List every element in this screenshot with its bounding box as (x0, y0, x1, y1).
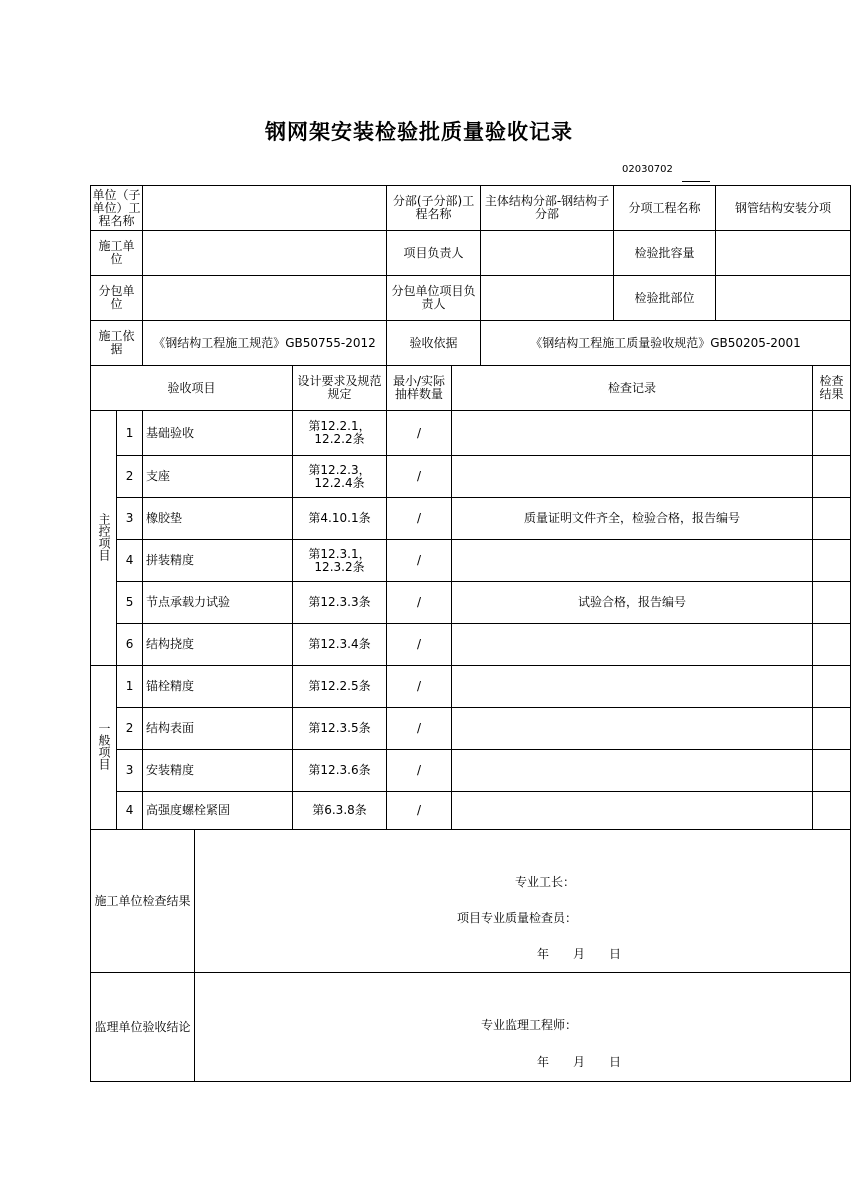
table-row (91, 624, 851, 666)
row-clause: 第12.3.6条 (293, 750, 387, 792)
general-group-label (91, 666, 117, 830)
row-sample[interactable]: / (387, 708, 452, 750)
capacity-label: 检验批容量 (614, 231, 716, 276)
foreman-label: 专业工长： (515, 875, 576, 889)
row-clause: 第12.2.1，12.2.2条 (293, 411, 387, 456)
row-sample[interactable]: / (387, 624, 452, 666)
page-title: 钢网架安装检验批质量验收记录 (265, 119, 573, 144)
basis-value[interactable]: 《钢结构工程施工规范》GB50755-2012 (143, 321, 387, 366)
row-sample[interactable]: / (387, 582, 452, 624)
row-sample[interactable]: / (387, 666, 452, 708)
table-row (91, 750, 851, 792)
row-item-name: 高强度螺栓紧固 (143, 792, 293, 830)
row-record[interactable] (452, 540, 813, 582)
table-row (91, 708, 851, 750)
col-sample: 最小/实际抽样数量 (387, 366, 452, 411)
row-item-name: 结构表面 (143, 708, 293, 750)
row-number: 2 (117, 708, 143, 750)
contractor-value[interactable] (143, 231, 387, 276)
contractor-check-area[interactable] (195, 830, 851, 973)
group-label-text: 主控项目 (97, 512, 111, 561)
item-value[interactable]: 钢管结构安装分项 (716, 186, 851, 231)
row-item-name: 锚栓精度 (143, 666, 293, 708)
inspection-table (90, 185, 851, 1082)
row-record[interactable] (452, 411, 813, 456)
general-items (91, 666, 851, 830)
row-clause: 第6.3.8条 (293, 792, 387, 830)
row-record[interactable] (452, 624, 813, 666)
location-value[interactable] (716, 276, 851, 321)
row-sample[interactable]: / (387, 792, 452, 830)
sub-label: 分包单位 (91, 276, 143, 321)
row-sample[interactable]: / (387, 456, 452, 498)
row-record[interactable] (452, 792, 813, 830)
row-clause: 第12.3.4条 (293, 624, 387, 666)
row-result[interactable] (813, 540, 851, 582)
row-item-name: 安装精度 (143, 750, 293, 792)
col-result: 检查结果 (813, 366, 851, 411)
row-result[interactable] (813, 456, 851, 498)
group-label-text: 一般项目 (97, 722, 111, 770)
supervisor-check-label: 监理单位验收结论 (91, 973, 195, 1082)
row-number: 4 (117, 792, 143, 830)
row-number: 2 (117, 456, 143, 498)
table-row (91, 498, 851, 540)
row-result[interactable] (813, 582, 851, 624)
item-label: 分项工程名称 (614, 186, 716, 231)
inspector-label: 项目专业质量检查员： (457, 911, 578, 925)
doc-number: 02030702 (622, 164, 673, 175)
sub-value[interactable] (143, 276, 387, 321)
row-sample[interactable]: / (387, 750, 452, 792)
pm-value[interactable] (481, 231, 614, 276)
row-number: 1 (117, 411, 143, 456)
row-result[interactable] (813, 624, 851, 666)
row-item-name: 拼装精度 (143, 540, 293, 582)
division-value[interactable]: 主体结构分部-钢结构子分部 (481, 186, 614, 231)
row-item-name: 结构挠度 (143, 624, 293, 666)
row-number: 4 (117, 540, 143, 582)
row-result[interactable] (813, 498, 851, 540)
engineer-label: 专业监理工程师： (481, 1018, 578, 1032)
row-clause: 第4.10.1条 (293, 498, 387, 540)
acceptance-basis-label: 验收依据 (387, 321, 481, 366)
row-number: 5 (117, 582, 143, 624)
row-sample[interactable]: / (387, 498, 452, 540)
basis-label: 施工依据 (91, 321, 143, 366)
table-row (91, 411, 851, 456)
row-sample[interactable]: / (387, 540, 452, 582)
table-row (91, 582, 851, 624)
col-record: 检查记录 (452, 366, 813, 411)
pm-label: 项目负责人 (387, 231, 481, 276)
row-record[interactable] (452, 456, 813, 498)
row-record[interactable] (452, 666, 813, 708)
contractor-label: 施工单位 (91, 231, 143, 276)
row-result[interactable] (813, 750, 851, 792)
row-result[interactable] (813, 708, 851, 750)
doc-number-blank (682, 181, 710, 182)
sub-pm-value[interactable] (481, 276, 614, 321)
table-row (91, 666, 851, 708)
supervisor-check-area[interactable] (195, 973, 851, 1082)
unit-value[interactable] (143, 186, 387, 231)
row-number: 3 (117, 750, 143, 792)
row-record[interactable]: 质量证明文件齐全，检验合格，报告编号 (452, 498, 813, 540)
row-clause: 第12.3.5条 (293, 708, 387, 750)
unit-label: 单位（子单位）工程名称 (91, 186, 143, 231)
location-label: 检验批部位 (614, 276, 716, 321)
row-number: 6 (117, 624, 143, 666)
acceptance-basis-value[interactable]: 《钢结构工程施工质量验收规范》GB50205-2001 (481, 321, 851, 366)
table-row (91, 456, 851, 498)
row-record[interactable]: 试验合格，报告编号 (452, 582, 813, 624)
row-item-name: 节点承载力试验 (143, 582, 293, 624)
contractor-date: 年 月 日 (537, 947, 622, 961)
row-clause: 第12.2.3，12.2.4条 (293, 456, 387, 498)
row-record[interactable] (452, 708, 813, 750)
sub-pm-label: 分包单位项目负责人 (387, 276, 481, 321)
supervisor-date: 年 月 日 (537, 1055, 622, 1069)
col-item: 验收项目 (91, 366, 293, 411)
row-item-name: 橡胶垫 (143, 498, 293, 540)
table-row (91, 792, 851, 830)
row-result[interactable] (813, 666, 851, 708)
row-result[interactable] (813, 411, 851, 456)
row-sample[interactable]: / (387, 411, 452, 456)
row-item-name: 基础验收 (143, 411, 293, 456)
row-number: 3 (117, 498, 143, 540)
row-clause: 第12.3.1，12.3.2条 (293, 540, 387, 582)
row-record[interactable] (452, 750, 813, 792)
contractor-check-label: 施工单位检查结果 (91, 830, 195, 973)
row-clause: 第12.3.3条 (293, 582, 387, 624)
row-clause: 第12.2.5条 (293, 666, 387, 708)
row-result[interactable] (813, 792, 851, 830)
main-control-items (91, 411, 851, 666)
main-group-label (91, 411, 117, 666)
division-label: 分部(子分部)工程名称 (387, 186, 481, 231)
capacity-value[interactable] (716, 231, 851, 276)
row-number: 1 (117, 666, 143, 708)
row-item-name: 支座 (143, 456, 293, 498)
table-row (91, 540, 851, 582)
col-design: 设计要求及规范规定 (293, 366, 387, 411)
